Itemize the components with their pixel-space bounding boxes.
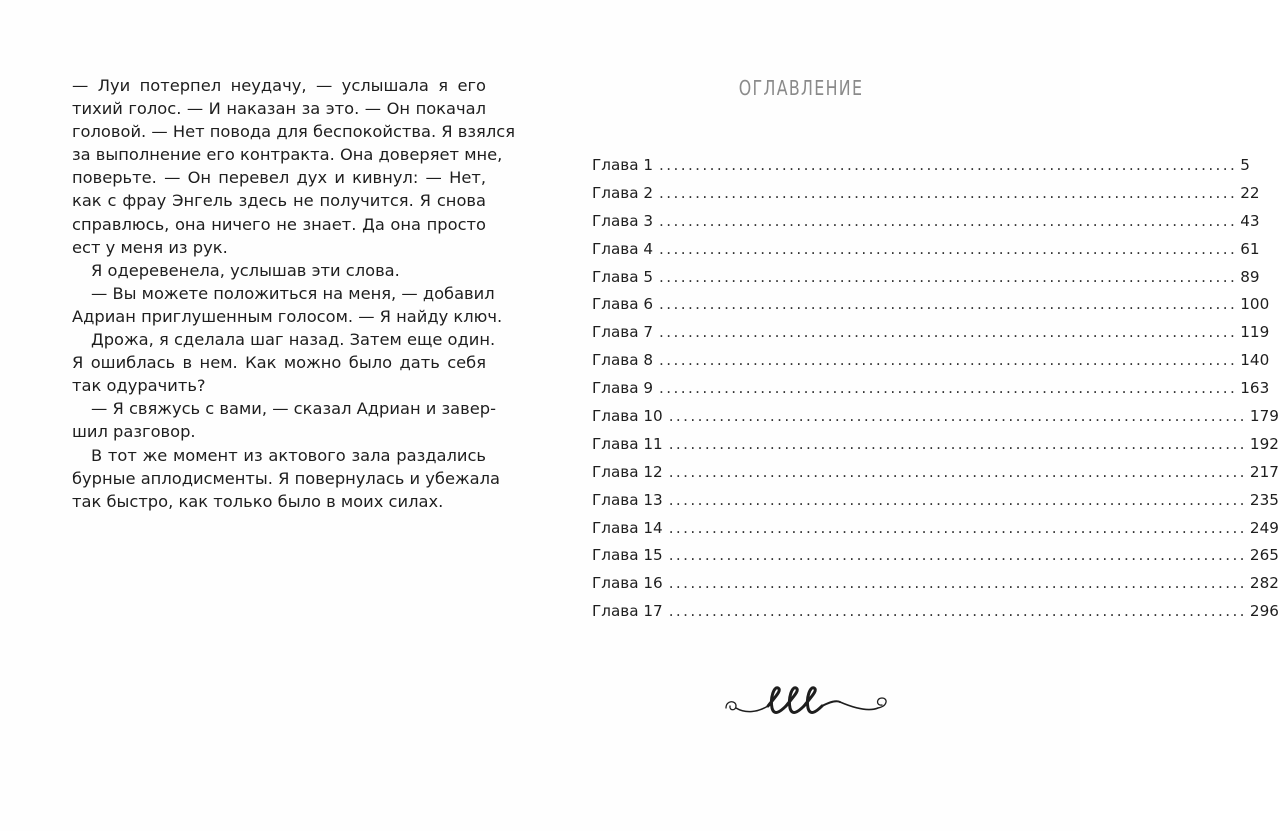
toc-title: ОГЛАВЛЕНИЕ: [738, 76, 864, 100]
text-line: — Вы можете положиться на меня, — добавил: [91, 283, 495, 303]
toc-page-number: 217: [1249, 462, 1279, 481]
toc-page-number: 22: [1240, 183, 1260, 202]
text-line: Дрожа, я сделала шаг назад. Затем еще один.: [91, 330, 496, 350]
toc-chapter-label: Глава 10: [592, 407, 663, 426]
toc-chapter-label: Глава 1: [592, 156, 654, 174]
toc-entry: [592, 515, 1279, 543]
toc-entry: [592, 152, 1250, 180]
toc-dot-leader: ................................................................................: [659, 379, 1238, 398]
left-page-text: [72, 74, 515, 513]
text-line: бурные аплодисменты. Я повернулась и убежала: [72, 468, 501, 488]
toc-entry: [592, 570, 1279, 598]
toc-dot-leader: ................................................................................: [659, 211, 1238, 230]
toc-page-number: 119: [1240, 323, 1270, 342]
text-line: Адриан приглушенным голосом. — Я найду ключ.: [72, 306, 503, 326]
toc-chapter-label: Глава 2: [592, 183, 654, 202]
toc-chapter-label: Глава 16: [592, 574, 663, 593]
toc-dot-leader: ................................................................................: [668, 518, 1247, 537]
text-line: тихий голос. — И наказан за это. — Он покачал: [72, 99, 486, 119]
toc-page-number: 5: [1240, 156, 1250, 174]
toc-page-number: 192: [1249, 434, 1279, 453]
toc-dot-leader: ................................................................................: [659, 295, 1238, 314]
text-line: так быстро, как только было в моих силах.: [72, 491, 444, 511]
toc-entry: [592, 347, 1270, 375]
text-line: справлюсь, она ничего не знает. Да она просто: [72, 214, 486, 234]
toc-entry: [592, 403, 1279, 431]
text-line: так одурачить?: [72, 376, 206, 396]
toc-dot-leader: ................................................................................: [668, 462, 1247, 481]
toc-page-number: 163: [1240, 379, 1270, 398]
toc-dot-leader: ................................................................................: [668, 407, 1247, 426]
toc-dot-leader: ................................................................................: [659, 183, 1238, 202]
toc-entry: [592, 598, 1279, 626]
toc-entry: [592, 487, 1279, 515]
text-line: В тот же момент из актового зала раздались: [91, 445, 486, 465]
toc-page-number: 296: [1249, 602, 1279, 621]
toc-page-number: 100: [1240, 295, 1270, 314]
toc-chapter-label: Глава 17: [592, 602, 663, 621]
toc-chapter-label: Глава 3: [592, 211, 654, 230]
toc-dot-leader: ................................................................................: [659, 323, 1238, 342]
toc-chapter-label: Глава 4: [592, 239, 654, 258]
toc-page-number: 89: [1240, 267, 1260, 286]
toc-dot-leader: ................................................................................: [668, 602, 1247, 621]
toc-chapter-label: Глава 8: [592, 351, 654, 370]
toc-entry: [592, 291, 1270, 319]
toc-page-number: 265: [1249, 546, 1279, 565]
toc-entry: [592, 542, 1279, 570]
text-line: за выполнение его контракта. Она доверяет мне,: [72, 145, 503, 165]
toc-entry: [592, 180, 1260, 208]
toc-entry: [592, 459, 1279, 487]
text-line: ест у меня из рук.: [72, 237, 228, 257]
toc-page-number: 235: [1249, 490, 1279, 509]
toc-page-number: 249: [1249, 518, 1279, 537]
text-line: шил разговор.: [72, 422, 196, 442]
toc-page-number: 282: [1249, 574, 1279, 593]
toc-entry: [592, 375, 1270, 403]
swirl-flourish-icon: [722, 686, 892, 726]
toc-dot-leader: ................................................................................: [668, 490, 1247, 509]
toc-chapter-label: Глава 7: [592, 323, 654, 342]
toc-dot-leader: ................................................................................: [659, 239, 1238, 258]
toc-chapter-label: Глава 14: [592, 518, 663, 537]
toc-page-number: 140: [1240, 351, 1270, 370]
text-line: Я ошиблась в нем. Как можно было дать себя: [72, 353, 486, 373]
toc-entry: [592, 264, 1260, 292]
toc-chapter-label: Глава 11: [592, 434, 663, 453]
toc-chapter-label: Глава 9: [592, 379, 654, 398]
toc-chapter-label: Глава 5: [592, 267, 654, 286]
table-of-contents: [592, 70, 1279, 621]
toc-entry: [592, 208, 1260, 236]
toc-chapter-label: Глава 13: [592, 490, 663, 509]
toc-chapter-label: Глава 12: [592, 462, 663, 481]
toc-dot-leader: ................................................................................: [668, 574, 1247, 593]
toc-page-number: 43: [1240, 211, 1260, 230]
toc-dot-leader: ................................................................................: [659, 351, 1238, 370]
toc-entry: [592, 431, 1279, 459]
text-line: головой. — Нет повода для беспокойства. Я взялся: [72, 122, 515, 142]
text-line: как с фрау Энгель здесь не получится. Я снова: [72, 191, 486, 211]
toc-page-number: 179: [1249, 407, 1279, 426]
toc-dot-leader: ................................................................................: [659, 156, 1238, 174]
toc-chapter-label: Глава 6: [592, 295, 654, 314]
toc-list: [592, 152, 1279, 626]
toc-dot-leader: ................................................................................: [668, 546, 1247, 565]
text-line: — Я свяжусь с вами, — сказал Адриан и завер-: [91, 399, 496, 419]
text-line: поверьте. — Он перевел дух и кивнул: — Нет,: [72, 168, 486, 188]
toc-entry: [592, 319, 1270, 347]
toc-entry: [592, 236, 1260, 264]
toc-dot-leader: ................................................................................: [659, 267, 1238, 286]
toc-page-number: 61: [1240, 239, 1260, 258]
text-line: Я одеревенела, услышав эти слова.: [91, 260, 400, 280]
toc-dot-leader: ................................................................................: [668, 434, 1247, 453]
toc-chapter-label: Глава 15: [592, 546, 663, 565]
text-line: — Луи потерпел неудачу, — услышала я его: [72, 76, 486, 95]
